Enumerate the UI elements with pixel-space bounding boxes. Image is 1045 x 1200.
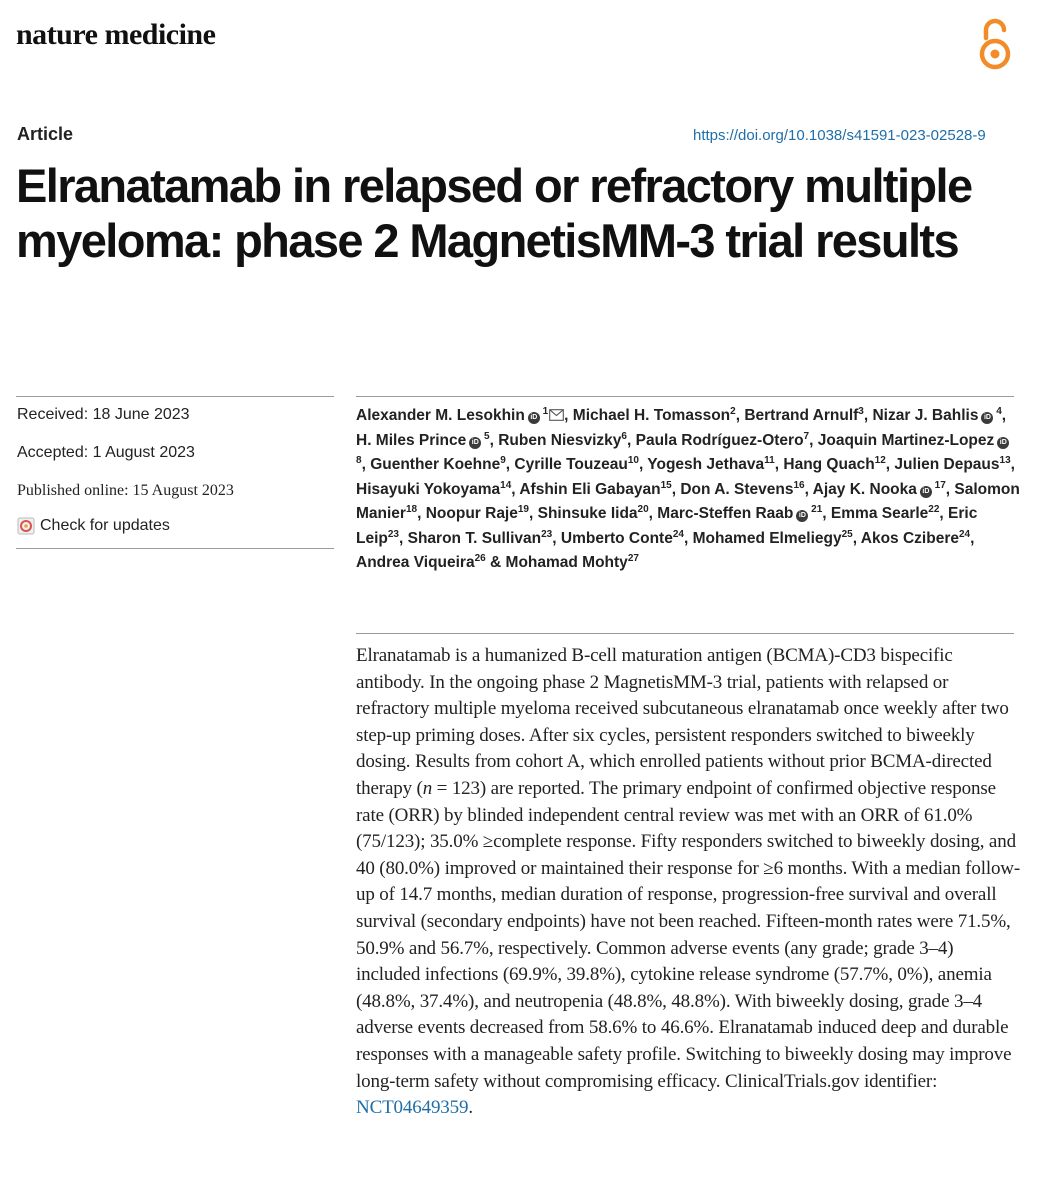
affiliation-number: 16 [793,479,805,491]
author-name: Umberto Conte [560,529,673,547]
affiliation-number: 23 [541,528,553,540]
author-name: Bertrand Arnulf [744,407,859,424]
affiliation-number: 22 [928,503,940,515]
author-name: Cyrille Touzeau [514,456,628,473]
author-name: Andrea Viqueira [356,554,475,571]
author[interactable] [356,481,511,498]
abstract-n: n [422,777,433,799]
affiliation-number: 6 [621,430,627,442]
abstract-text: Elranatamab is a humanized B-cell maturation antigen (BCMA)-CD3 bispecific antibody. In the ongoing phase 2 MagnetisMM-3 trial, patients with relapsed or refractory multiple myeloma received subcutaneous elranatamab once weekly after two step-up priming doses. After six cycles, persistent responders switched to biweekly dosing. Results from cohort A, which enrolled patients without prior BCMA-directed therapy ( [356,645,1009,799]
author[interactable] [831,505,940,522]
divider [356,396,1014,397]
affiliation-number: 24 [672,528,684,540]
published-date: Published online: 15 August 2023 [17,482,234,499]
affiliation-number: 14 [500,479,512,491]
author[interactable] [356,554,486,571]
author-name: Shinsuke Iida [537,505,638,522]
abstract-end: . [468,1097,473,1119]
author-name: Emma Searle [830,505,929,522]
article-type: Article [17,124,74,144]
author[interactable] [680,481,804,498]
orcid-icon[interactable]: iD [997,437,1009,449]
affiliation-number: 18 [405,503,418,515]
affiliation-number: 23 [387,528,399,540]
author[interactable] [813,481,946,498]
clinical-trial-link[interactable]: NCT04649359 [356,1097,469,1119]
author[interactable] [538,505,649,522]
abstract [356,643,1021,1122]
accepted-date: Accepted: 1 August 2023 [17,444,195,461]
affiliation-number: 25 [841,528,853,540]
affiliation-number: 27 [627,552,639,564]
affiliation-number: 9 [500,454,506,466]
author-name: H. Miles Prince [356,431,467,449]
author[interactable] [506,554,639,571]
author-name: Ruben Niesvizky [498,431,622,449]
author-name: Nizar J. Bahlis [872,407,979,424]
author[interactable] [573,407,736,424]
article-title: Elranatamab in relapsed or refractory multiple myeloma: phase 2 MagnetisMM-3 trial results [16,159,972,267]
author-name: Hisayuki Yokoyama [356,480,501,498]
affiliation-number: 5 [481,430,490,442]
author-name: Akos Czibere [860,529,959,547]
author-name: Ajay K. Nooka [812,480,917,498]
author-name: Sharon T. Sullivan [407,529,542,547]
author-name: Marc-Steffen Raab [657,505,794,522]
author[interactable] [561,530,684,547]
abstract-text: = 123) are reported. The primary endpoint of confirmed objective response rate (ORR) by blinded independent central review was met with an ORR of 61.0% (75/123); 35.0% ≥complete response. Fifty responders switched to biweekly dosing, and 40 (80.0%) improved or maintained their response for ≥6 months. With a median follow-up of 14.7 months, median duration of response, progression-free survival and overall survival (secondary endpoints) have not been reached. Fifteen-month rates were 71.5%, 50.9% and 56.7%, respectively. Common adverse events (any grade; grade 3–4) included infections (69.9%, 39.8%), cytokine release syndrome (57.7%, 0%), anemia (48.8%, 37.4%), and neutropenia (48.8%, 48.8%). With biweekly dosing, grade 3–4 adverse events decreased from 58.6% to 46.6%. Elranatamab induced deep and durable responses with a manageable safety profile. Switching to biweekly dosing may improve long-term safety without compromising efficacy. ClinicalTrials.gov identifier: [356,777,1021,1092]
divider [16,548,334,549]
author[interactable] [861,530,970,547]
author[interactable] [872,407,1001,424]
author[interactable] [426,505,529,522]
affiliation-number: 8 [356,454,362,466]
author-name: Alexander M. Lesokhin [356,407,525,424]
author[interactable] [519,481,671,498]
author[interactable] [693,530,853,547]
affiliation-number: 15 [660,479,672,491]
author-name: Joaquin Martinez-Lopez [817,431,995,449]
author-name: Salomon Manier [356,480,1020,522]
author[interactable] [498,432,627,449]
affiliation-number: 4 [993,405,1002,417]
check-for-updates-link[interactable] [17,517,335,535]
affiliation-number: 20 [637,503,649,515]
orcid-icon[interactable]: iD [796,510,808,522]
divider [356,633,1014,634]
author[interactable] [370,456,506,473]
orcid-icon[interactable]: iD [981,412,993,424]
author-list: Alexander M. Lesokhin iD $^1$ , Michael H. Tomasson$^2$, Bertrand Arnulf$^3$, Nizar J. Bahlis iD $^4$, H. Miles Prince iD $^5$, Ruben Niesvizky$^6$, Paula Rodríguez-Otero$^7$, Joaquin Martinez-Lopez iD $^8$, Guenther Koehne$^9$, Cyrille Touzeau$^{10}$, Yogesh Jethava$^{11}$, Hang Quach$^{12}$, Julien Depaus$^{13}$, Hisayuki Yokoyama$^{14}$, Afshin Eli Gabayan$^{15}$, Don A. Stevens$^{16}$, Ajay K. Nooka iD $^{17}$, Salomon Manier$^{18}$, Noopur Raje$^{19}$, Shinsuke Iida$^{20}$, Marc-Steffen Raab iD $^{21}$, Emma Searle$^{22}$, Eric Leip$^{23}$, Sharon T. Sullivan$^{23}$, Umberto Conte$^{24}$, Mohamed Elmeliegy$^{25}$, Akos Czibere$^{24}$, Andrea Viqueira$^{26}$ & Mohamad Mohty$^{27}$ [356,405,1020,571]
author[interactable] [783,456,885,473]
affiliation-number: 3 [858,405,864,417]
author[interactable] [408,530,553,547]
affiliation-number: 12 [874,454,886,466]
check-updates-icon [17,517,35,535]
affiliation-number: 19 [517,503,529,515]
divider [16,396,334,397]
author[interactable] [636,432,810,449]
affiliation-number: 24 [958,528,971,540]
author[interactable] [356,432,490,449]
journal-name: nature medicine [16,18,216,51]
author-name: Mohamad Mohty [505,554,628,571]
author[interactable] [514,456,639,473]
author-name: Paula Rodríguez-Otero [635,431,804,449]
orcid-icon[interactable]: iD [528,412,540,424]
orcid-icon[interactable]: iD [469,437,481,449]
affiliation-number: 26 [474,552,486,564]
author-name: Guenther Koehne [370,456,501,473]
orcid-icon[interactable]: iD [920,486,932,498]
affiliation-number: 21 [808,503,823,515]
affiliation-number: 11 [764,454,775,466]
received-date: Received: 18 June 2023 [17,406,190,423]
doi-link[interactable]: https://doi.org/10.1038/s41591-023-02528-9 [693,127,986,144]
affiliation-number: 7 [803,430,810,442]
author-name: Afshin Eli Gabayan [519,480,661,498]
author[interactable] [894,456,1010,473]
author[interactable] [356,407,564,424]
affiliation-number: 10 [627,454,639,466]
affiliation-number: 17 [931,479,946,491]
author[interactable] [657,505,822,522]
open-access-icon [974,16,1018,72]
author-name: Noopur Raje [425,505,518,522]
affiliation-number: 13 [999,454,1011,466]
author-name: Eric Leip [356,505,978,547]
author-name: Hang Quach [783,456,875,473]
author-name: Julien Depaus [894,456,1000,473]
article-dates [17,405,335,535]
affiliation-number: 2 [730,405,736,417]
author-name: Don A. Stevens [680,480,794,498]
email-icon[interactable] [549,409,564,421]
author[interactable] [744,407,864,424]
check-for-updates-label: Check for updates [40,517,170,534]
author-name: Michael H. Tomasson [572,407,731,424]
author[interactable] [647,456,774,473]
author-name: Mohamed Elmeliegy [692,529,842,547]
author-name: Yogesh Jethava [647,456,765,473]
affiliation-number: 1 [539,405,549,417]
